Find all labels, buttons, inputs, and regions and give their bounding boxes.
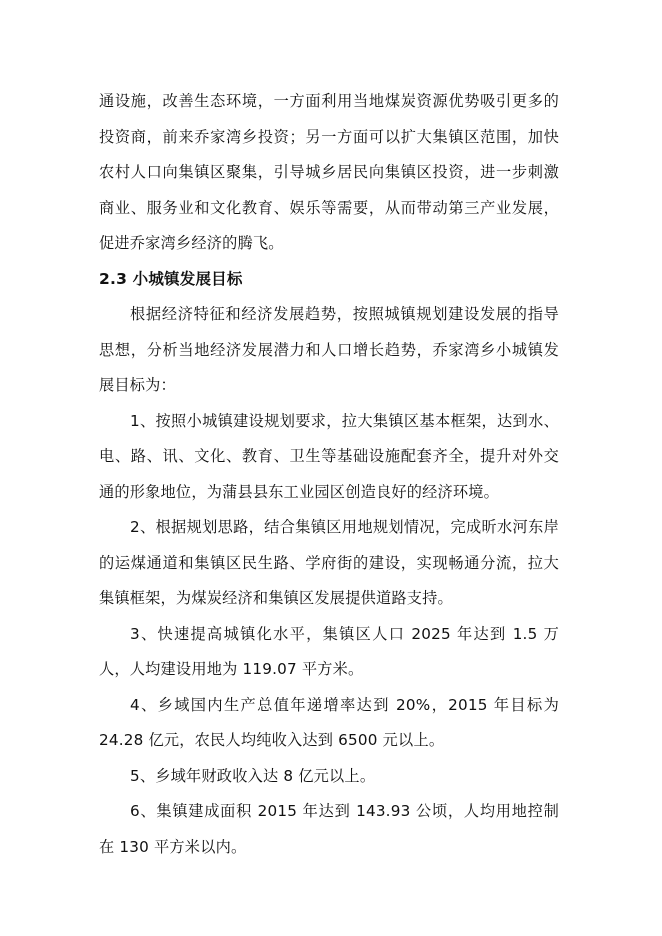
paragraph-goal-6: 6、集镇建成面积 2015 年达到 143.93 公顷，人均用地控制在 130 平方米以内。 — [99, 802, 559, 856]
paragraph-goal-3: 3、快速提高城镇化水平，集镇区人口 2025 年达到 1.5 万人，人均建设用地为 119.07 平方米。 — [99, 624, 559, 678]
paragraph-goal-5: 5、乡域年财政收入达 8 亿元以上。 — [130, 766, 376, 785]
paragraph-goal-1: 1、按照小城镇建设规划要求，拉大集镇区基本框架，达到水、电、路、讯、文化、教育、卫生等基础设施配套齐全，提升对外交通的形象地位，为蒲县县东工业园区创造良好的经济环境。 — [99, 411, 559, 501]
document-body — [99, 84, 559, 865]
paragraph-intro-continuation: 通设施，改善生态环境，一方面利用当地煤炭资源优势吸引更多的投资商，前来乔家湾乡投资；另一方面可以扩大集镇区范围，加快农村人口向集镇区聚集，引导城乡居民向集镇区投资，进一步刺激商业、服务业和文化教育、娱乐等需要，从而带动第三产业发展，促进乔家湾乡经济的腾飞。 — [99, 92, 559, 252]
paragraph-goals-intro: 根据经济特征和经济发展趋势，按照城镇规划建设发展的指导思想，分析当地经济发展潜力和人口增长趋势，乔家湾乡小城镇发展目标为： — [99, 305, 559, 394]
section-heading-2-3: 2.3 小城镇发展目标 — [99, 269, 243, 288]
paragraph-goal-4: 4、乡域国内生产总值年递增率达到 20%，2015 年目标为 24.28 亿元，农民人均纯收入达到 6500 元以上。 — [99, 695, 559, 749]
paragraph-goal-2: 2、根据规划思路，结合集镇区用地规划情况，完成昕水河东岸的运煤通道和集镇区民生路、学府街的建设，实现畅通分流，拉大集镇框架，为煤炭经济和集镇区发展提供道路支持。 — [99, 518, 559, 607]
